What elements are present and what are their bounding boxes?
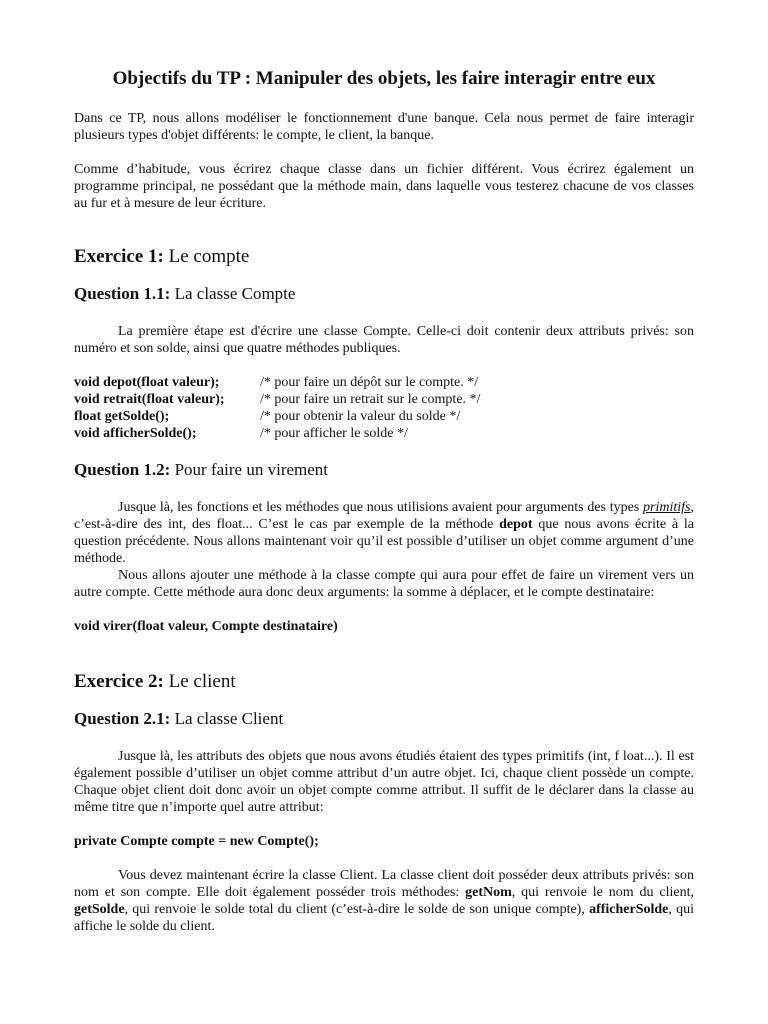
text-run: , qui affiche le solde du client. [74,902,695,934]
bold-depot: depot [499,517,533,532]
question-2-1-paragraph-1: Jusque là, les attributs des objets que nous avons étudiés étaient des types primitifs (int, f loat...). Il est également possible d’utiliser un objet comme attribut d’un autre objet. Ici, chaque client possède un compte. Chaque objet client doit donc avoir un objet compte comme attribut. Il suffit de le déclarer dans la classe au même titre que n’importe quel autre attribut: [74,749,694,815]
code-compte-attribute: private Compte compte = new Compte(); [74,834,319,849]
exercise-2-title: Le client [168,671,236,692]
emphasis-primitifs: primitifs [643,500,691,515]
code-virer: void virer(float valeur, Compte destinataire) [74,619,338,634]
text-run: Jusque là, les fonctions et les méthodes que nous utilisions avaient pour arguments des types [118,500,644,515]
method-row [74,391,694,408]
question-1-1-heading [74,283,694,305]
method-row [74,374,694,391]
question-1-2-paragraph-2: Nous allons ajouter une méthode à la classe compte qui aura pour effet de faire un virement vers un autre compte. Cette méthode aura donc deux arguments: la somme à déplacer, et le compte destinataire: [74,568,694,600]
method-list [74,374,694,442]
exercise-1-title: Le compte [168,246,250,267]
exercise-1-label: Exercice 1: [74,246,164,267]
exercise-1-heading [74,245,694,269]
text-run: , c’est-à-dire des int, des float... C’est le cas par exemple de la méthode [74,500,694,532]
text-run: , qui renvoie le solde total du client (c’est-à-dire le solde de son unique compte), [124,902,590,917]
method-comment: /* pour faire un dépôt sur le compte. */ [260,375,479,390]
method-comment: /* pour afficher le solde */ [260,426,408,441]
document-page [74,66,694,935]
question-1-1-title: La classe Compte [174,284,296,303]
method-comment: /* pour faire un retrait sur le compte. */ [260,392,481,407]
question-2-1-heading [74,708,694,730]
method-signature: float getSolde(); [74,409,170,424]
question-2-1-label: Question 2.1: [74,709,171,728]
bold-getnom: getNom [465,885,512,900]
method-signature: void depot(float valeur); [74,375,220,390]
text-run: , qui renvoie le nom du client, [511,885,694,900]
method-comment: /* pour obtenir la valeur du solde */ [260,409,461,424]
intro-paragraph-1: Dans ce TP, nous allons modéliser le fonctionnement d'une banque. Cela nous permet de faire interagir plusieurs types d'objet différents: le compte, le client, la banque. [74,111,694,143]
text-run: que nous avons écrite à la question précédente. Nous allons maintenant voir qu’il est possible d’utiliser un objet comme argument d’une méthode. [74,517,694,566]
question-1-1-paragraph: La première étape est d'écrire une classe Compte. Celle-ci doit contenir deux attributs privés: son numéro et son solde, ainsi que quatre méthodes publiques. [74,324,694,356]
question-1-2-title: Pour faire un virement [174,460,329,479]
question-1-1-label: Question 1.1: [74,284,171,303]
exercise-2-label: Exercice 2: [74,671,164,692]
question-1-2-paragraph-1 [74,499,694,567]
bold-getsolde: getSolde [74,902,125,917]
exercise-2-heading [74,670,694,694]
method-row [74,408,694,425]
bold-affichersolde: afficherSolde [589,902,669,917]
intro-paragraph-2: Comme d’habitude, vous écrirez chaque classe dans un fichier différent. Vous écrirez également un programme principal, ne possédant que la méthode main, dans laquelle vous testerez chacune de vos classes au fur et à mesure de leur écriture. [74,162,694,211]
question-2-1-title: La classe Client [174,709,284,728]
method-row [74,425,694,442]
question-1-2-label: Question 1.2: [74,460,171,479]
question-1-2-heading [74,459,694,481]
method-signature: void retrait(float valeur); [74,392,225,407]
method-signature: void afficherSolde(); [74,426,197,441]
text-run: Vous devez maintenant écrire la classe Client. La classe client doit posséder deux attributs privés: son nom et son compte. Elle doit également posséder trois méthodes: [74,868,694,900]
question-2-1-paragraph-2 [74,867,694,935]
page-title: Objectifs du TP : Manipuler des objets, les faire interagir entre eux [112,68,656,89]
